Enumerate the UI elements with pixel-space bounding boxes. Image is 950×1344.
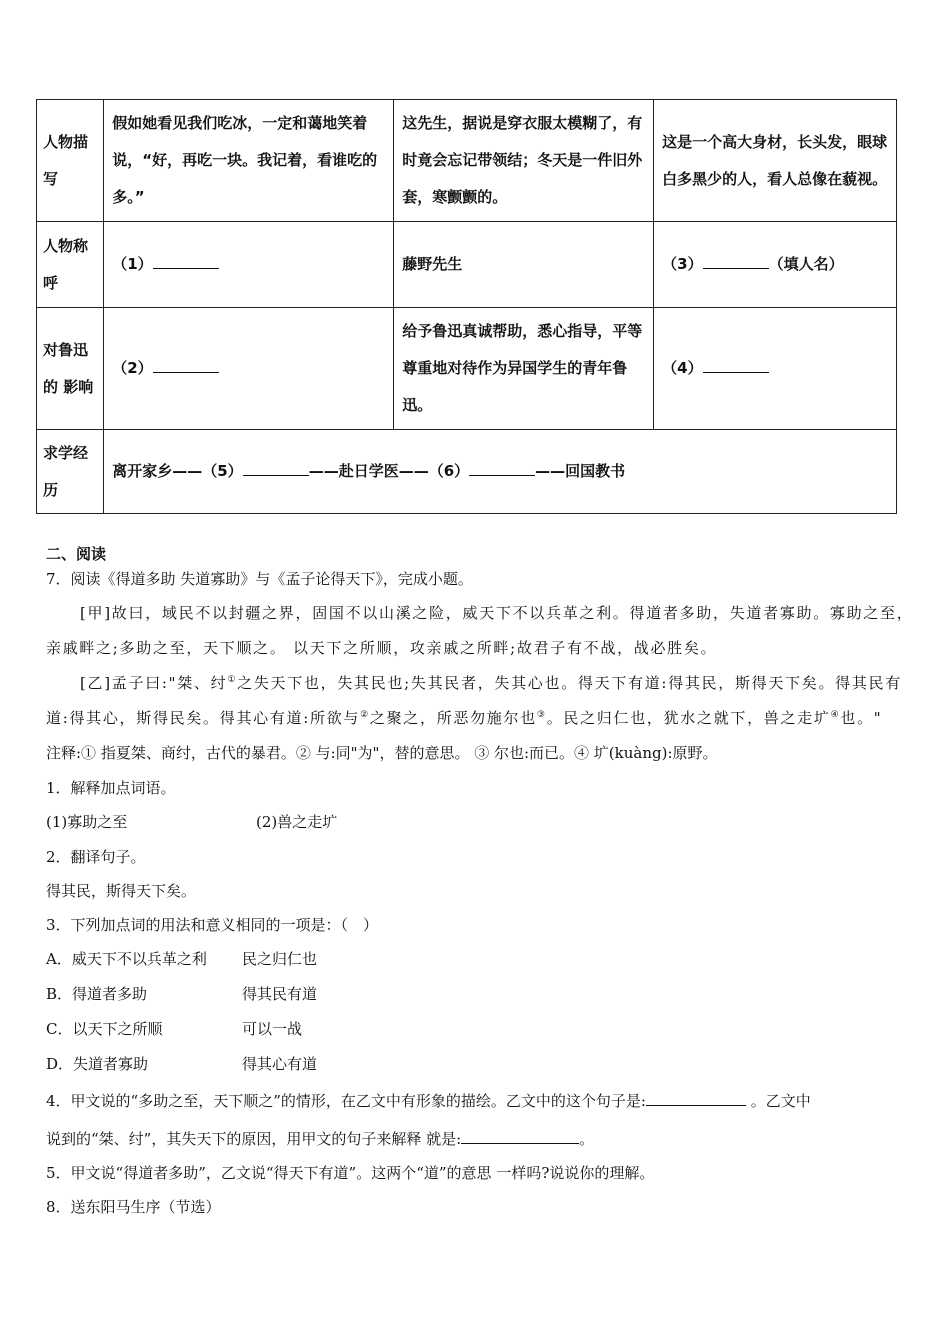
passage-jia-line-1: [甲]故曰，域民不以封疆之界，固国不以山溪之险，威天下不以兵革之利。得道者多助，失道者寡助。寡助之至， <box>80 604 914 622</box>
passage-text: 。民之归仁也，犹水之就下，兽之走圹 <box>546 709 831 727</box>
row-header: 对鲁迅的 影响 <box>37 308 104 430</box>
table-cell <box>104 430 897 514</box>
question-8-title: 8．送东阳马生序（节选） <box>46 1198 221 1216</box>
table-row-study-history <box>37 430 897 514</box>
passage-text: 也。" <box>840 709 883 727</box>
option-pair: 得其心有道 <box>242 1055 318 1073</box>
table-cell: 这先生，据说是穿衣服太模糊了，有时竟会忘记带领结；冬天是一件旧外套，寒颤颤的。 <box>394 100 654 222</box>
question-2-sentence: 得其民，斯得天下矣。 <box>46 882 197 900</box>
blank-hint: （填人名） <box>768 255 844 273</box>
footnote-marker: ④ <box>830 710 841 720</box>
table-row-influence <box>37 308 897 430</box>
answer-blank-5[interactable] <box>243 461 309 476</box>
question-1-item-1: (1)寡助之至 <box>46 813 128 831</box>
answer-blank-2[interactable] <box>153 358 219 373</box>
question-5: 5．甲文说“得道者多助”，乙文说“得天下有道”。这两个“道”的意思 一样吗?说说你的理解。 <box>46 1164 655 1182</box>
row-header: 求学经历 <box>37 430 104 514</box>
footnote-marker: ② <box>360 710 370 720</box>
question-7-intro: 7．阅读《得道多助 失道寡助》与《孟子论得天下》，完成小题。 <box>46 570 473 588</box>
option-label: C．以天下之所顺 <box>46 1020 163 1038</box>
table-cell: 假如她看见我们吃冰，一定和蔼地笑着说，“好，再吃一块。我记着，看谁吃的多。” <box>104 100 394 222</box>
option-a[interactable] <box>46 948 446 969</box>
table-row-description <box>37 100 897 222</box>
option-label: B．得道者多助 <box>46 985 148 1003</box>
table-cell: 这是一个高大身材，长头发，眼球白多黑少的人，看人总像在藐视。 <box>654 100 897 222</box>
table-cell <box>654 308 897 430</box>
option-label: A．威天下不以兵革之利 <box>46 950 207 968</box>
table-cell <box>654 222 897 308</box>
section-title: 二、阅读 <box>46 545 107 563</box>
blank-label: （3） <box>662 255 703 273</box>
passage-yi-line-1 <box>80 672 902 693</box>
table-cell <box>104 222 394 308</box>
passage-yi-line-2 <box>46 707 882 728</box>
answer-blank-q4-2[interactable] <box>461 1131 579 1144</box>
question-1-item-2: (2)兽之走圹 <box>256 813 338 831</box>
blank-label: （2） <box>112 359 153 377</box>
option-c[interactable] <box>46 1018 446 1039</box>
passage-jia-line-2: 亲戚畔之;多助之至，天下顺之。 以天下之所顺，攻亲戚之所畔;故君子有不战，战必胜矣。 <box>46 639 718 657</box>
footnote-marker: ① <box>227 675 238 685</box>
footnotes: 注释:① 指夏桀、商纣，古代的暴君。② 与:同"为"，替的意思。 ③ 尔也:而已。④ 圹(kuàng):原野。 <box>46 744 718 762</box>
blank-label: （1） <box>112 255 153 273</box>
passage-text: [乙]孟子曰:"桀、纣 <box>80 674 228 692</box>
lu-xun-character-table <box>36 99 897 514</box>
passage-text: 道:得其心，斯得民矣。得其心有道:所欲与 <box>46 709 361 727</box>
question-4-line-2 <box>46 1128 594 1149</box>
option-d[interactable] <box>46 1053 446 1074</box>
study-step: ——赴日学医——（6） <box>308 462 470 480</box>
option-b[interactable] <box>46 983 446 1004</box>
option-pair: 得其民有道 <box>242 985 318 1003</box>
blank-label: （4） <box>662 359 703 377</box>
table-cell <box>104 308 394 430</box>
answer-blank-q4-1[interactable] <box>646 1093 746 1106</box>
question-1: 1．解释加点词语。 <box>46 779 176 797</box>
table-cell: 藤野先生 <box>394 222 654 308</box>
question-text: 。乙文中 <box>745 1092 811 1110</box>
study-step: ——回国教书 <box>535 462 626 480</box>
option-pair: 可以一战 <box>242 1020 303 1038</box>
footnote-marker: ③ <box>536 710 547 720</box>
question-3: 3．下列加点词的用法和意义相同的一项是：（ ） <box>46 916 379 934</box>
question-text: 说到的“桀、纣”，其失天下的原因，用甲文的句子来解释 就是: <box>46 1130 462 1148</box>
option-pair: 民之归仁也 <box>242 950 318 968</box>
answer-blank-4[interactable] <box>703 358 769 373</box>
question-4-line-1 <box>46 1090 811 1111</box>
question-text: 4．甲文说的“多助之至，天下顺之”的情形，在乙文中有形象的描绘。乙文中的这个句子是: <box>46 1092 646 1110</box>
option-label: D．失道者寡助 <box>46 1055 149 1073</box>
table-cell: 给予鲁迅真诚帮助，悉心指导，平等尊重地对待作为异国学生的青年鲁迅。 <box>394 308 654 430</box>
question-2: 2．翻译句子。 <box>46 848 146 866</box>
answer-blank-3[interactable] <box>703 254 769 269</box>
answer-blank-1[interactable] <box>153 254 219 269</box>
row-header: 人物称呼 <box>37 222 104 308</box>
table-row-address <box>37 222 897 308</box>
passage-text: 之失天下也，失其民也;失其民者，失其心也。得天下有道:得其民，斯得天下矣。得其民有 <box>237 674 902 692</box>
answer-blank-6[interactable] <box>469 461 535 476</box>
study-step: 离开家乡——（5） <box>112 462 243 480</box>
question-text: 。 <box>579 1130 595 1148</box>
passage-text: 之聚之，所恶勿施尔也 <box>369 709 537 727</box>
row-header: 人物描写 <box>37 100 104 222</box>
